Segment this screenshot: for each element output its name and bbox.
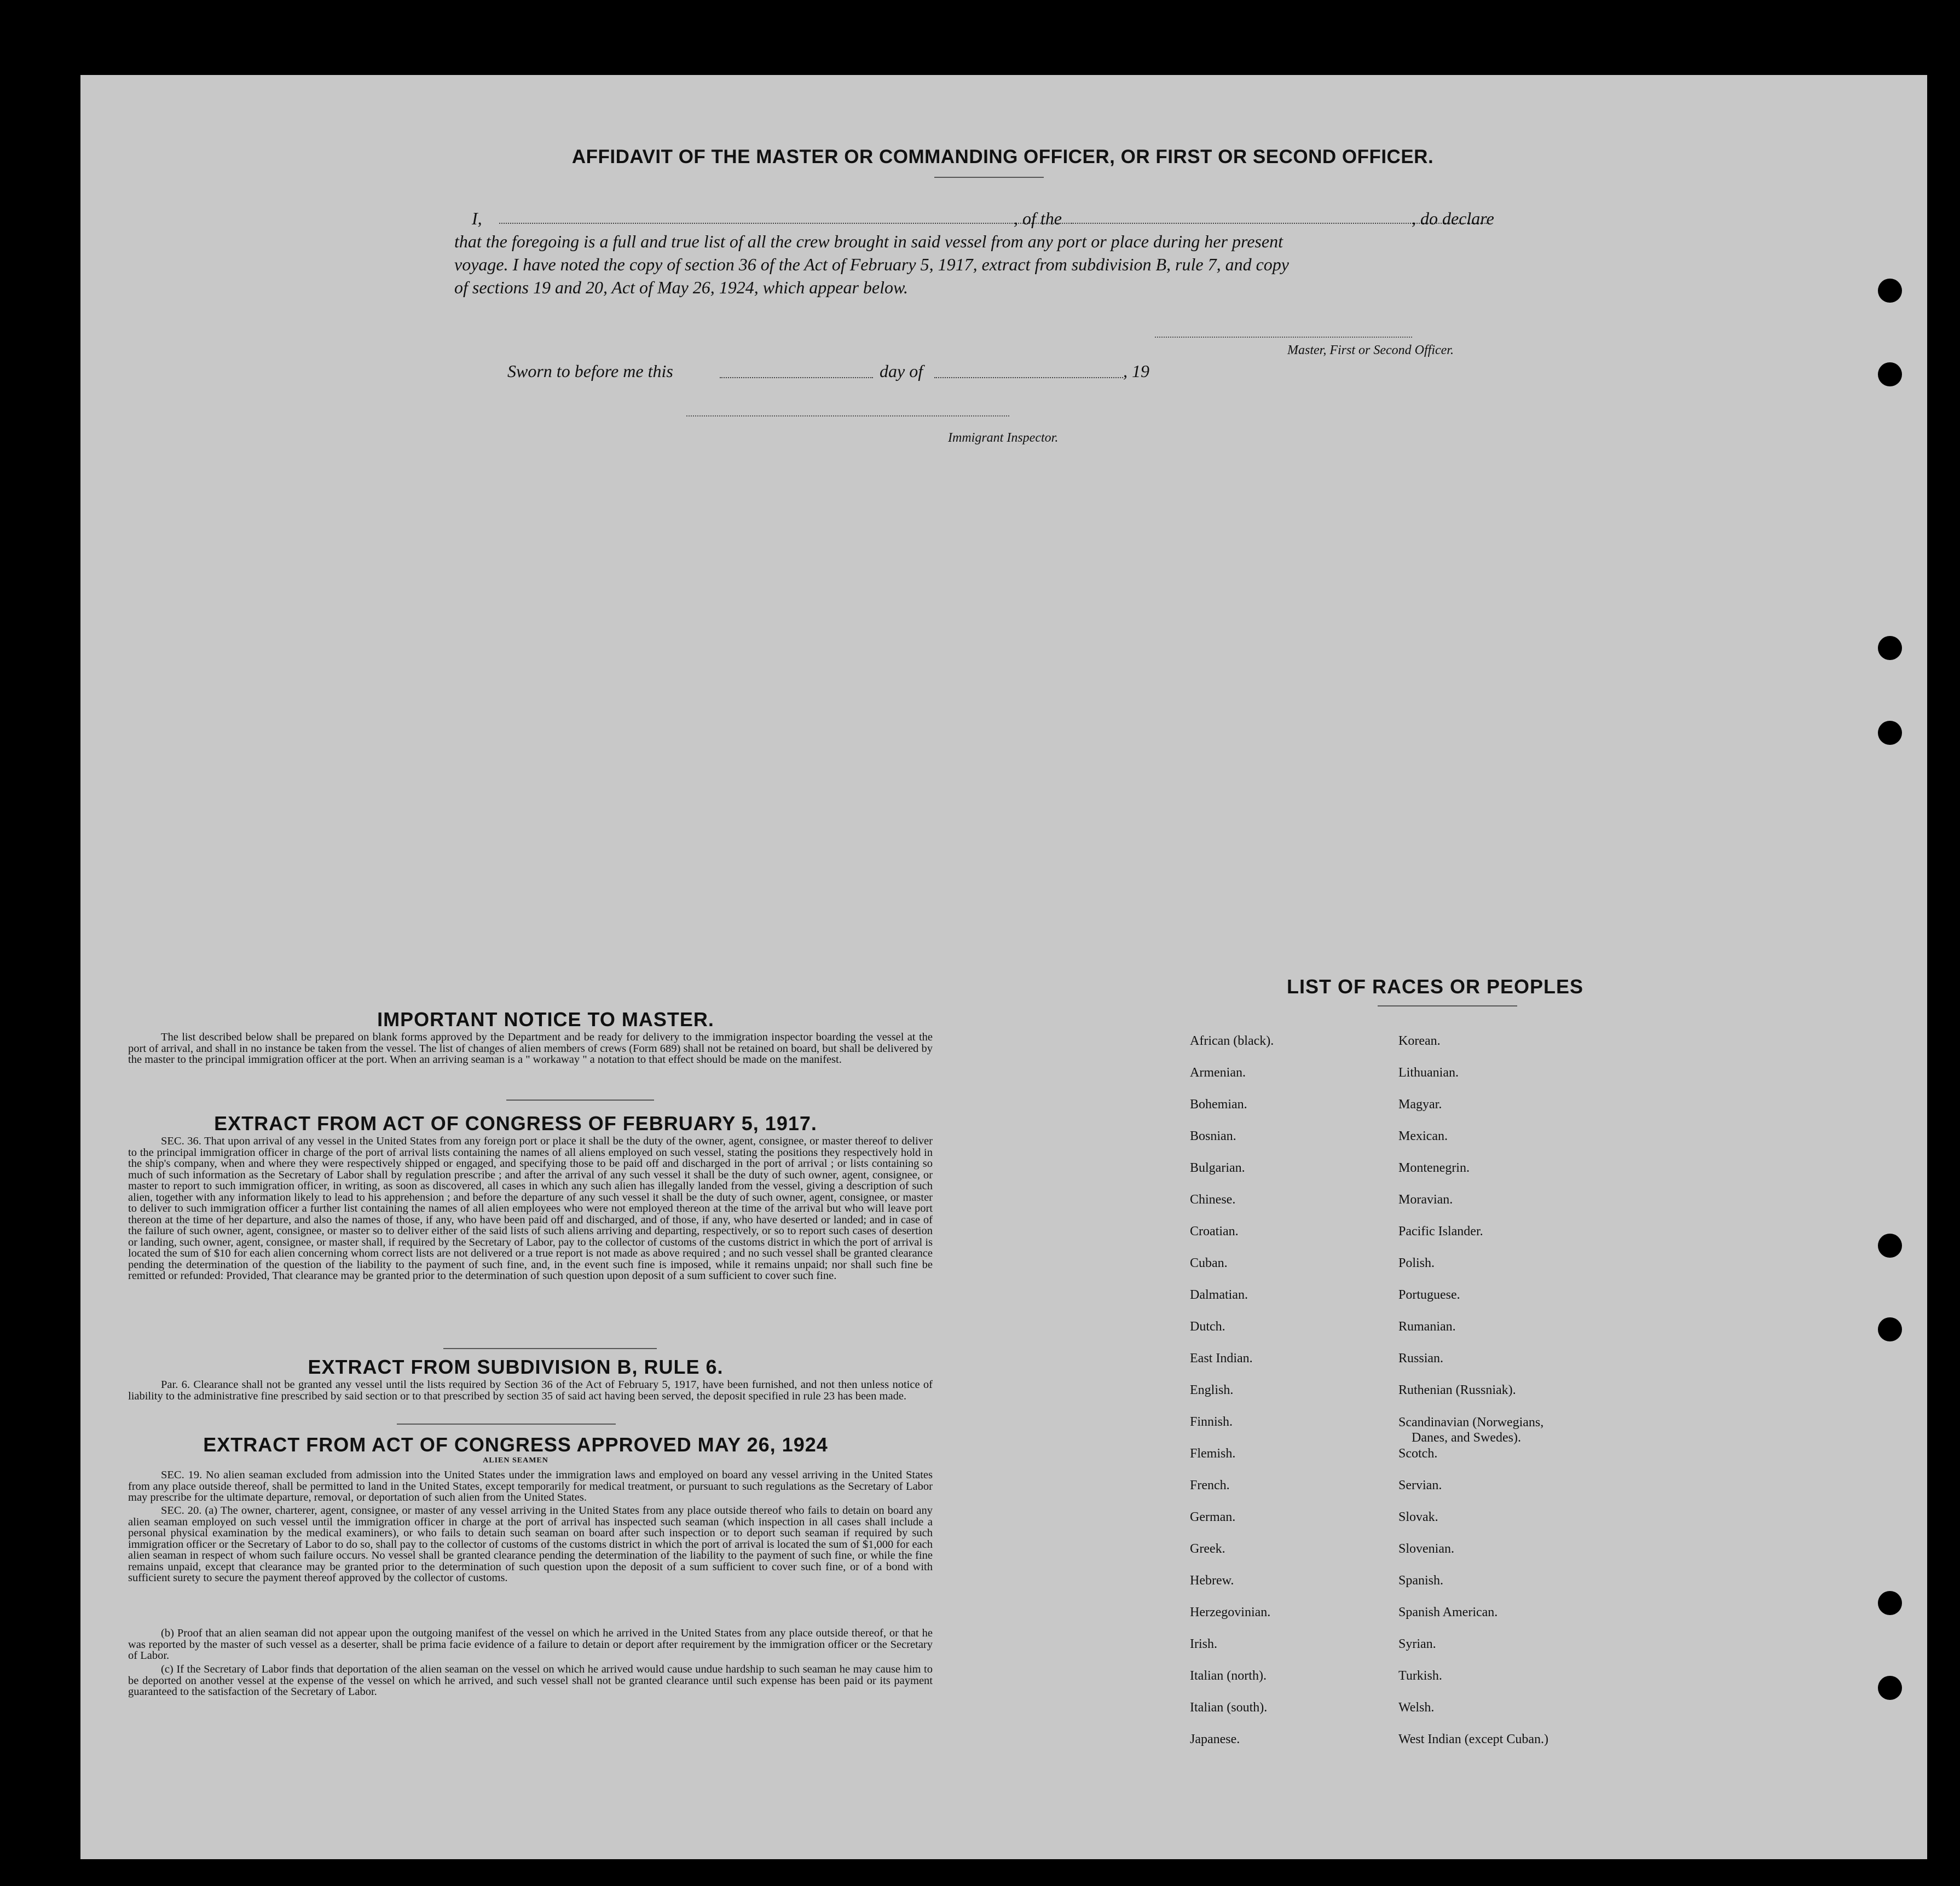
month-blank: [934, 377, 1123, 378]
race-item: Bulgarian.: [1190, 1161, 1245, 1175]
punch-hole: [1878, 1317, 1902, 1341]
races-title: LIST OF RACES OR PEOPLES: [1286, 975, 1584, 998]
race-item: Slovenian.: [1398, 1542, 1454, 1556]
rule6-body: Par. 6. Clearance shall not be granted any vessel until the lists required by Section 36 of the Act of February 5, 1917, have been furnished, and not then unless notice of liability to the administrative fine prescribed by said section or to that prescribed by section 35 of said act having been served, the deposit specified in rule 23 has been made.: [128, 1379, 933, 1402]
affidavit-line-2: that the foregoing is a full and true list of all the crew brought in said vessel from any port or place during her present: [454, 232, 1283, 251]
signature-line: [1155, 337, 1412, 338]
extract-1924-title: EXTRACT FROM ACT OF CONGRESS APPROVED MAY 26, 1924: [203, 1433, 828, 1456]
affidavit-declare: , do declare: [1412, 209, 1494, 228]
inspector-caption: Immigrant Inspector.: [948, 431, 1059, 445]
extract-1917-title: EXTRACT FROM ACT OF CONGRESS OF FEBRUARY 5, 1917.: [214, 1112, 817, 1135]
race-item: Finnish.: [1190, 1415, 1233, 1429]
race-item: French.: [1190, 1478, 1230, 1492]
divider: [397, 1424, 616, 1425]
alien-seamen-subtitle: ALIEN SEAMEN: [483, 1456, 548, 1465]
sec19-body: SEC. 19. No alien seaman excluded from admission into the United States under the immigration laws and employed on board any vessel arriving in the United States from any place outside thereof, shall be permitted to land in the United States, except temporarily for medical treatment, or pursuant to such regulations as the Secretary of Labor may prescribe for the ultimate departure, removal, or deportation of such alien from the United States.: [128, 1469, 933, 1503]
race-item: Bosnian.: [1190, 1129, 1236, 1143]
race-item: Scandinavian (Norwegians, Danes, and Swedes).: [1398, 1415, 1544, 1445]
sworn-year: , 19: [1123, 361, 1149, 381]
race-item: Mexican.: [1398, 1129, 1448, 1143]
race-item: Slovak.: [1398, 1510, 1438, 1524]
sec20a-body: SEC. 20. (a) The owner, charterer, agent, consignee, or master of any vessel arriving in the United States from any place outside thereof who fails to detain on board any alien seaman employed on such vessel until the immigration officer in charge at the port of arrival has inspected such seaman (which inspection in all cases shall include a personal physical examination by the medical examiners), or who fails to detain such seaman on board after such inspection or to deport such seaman if required by such immigration officer or the Secretary of Labor to do so, shall pay to the collector of customs of the customs district in which the port of arrival is located the sum of $1,000 for each alien seaman in respect of whom such failure occurs. No vessel shall be granted clearance pending the determination of the liability to the payment of such fine, or while the fine remains unpaid, except that clearance may be granted prior to the determination of such question upon the deposit of a sum sufficient to cover such fine, or of a bond with sufficient surety to secure the payment thereof approved by the collector of customs.: [128, 1505, 933, 1584]
affidavit-line-4: of sections 19 and 20, Act of May 26, 1924, which appear below.: [454, 277, 908, 297]
race-item: Moravian.: [1398, 1193, 1453, 1207]
rule6-title: EXTRACT FROM SUBDIVISION B, RULE 6.: [308, 1356, 724, 1378]
race-item: East Indian.: [1190, 1351, 1253, 1366]
race-item: Pacific Islander.: [1398, 1224, 1483, 1239]
sec20c-body: (c) If the Secretary of Labor finds that deportation of the alien seaman on the vessel on which he arrived would cause undue hardship to such seaman he may cause him to be deported on another vessel at the expense of the vessel on which he arrived, and such vessel shall not be granted clearance until such expense has been paid or its payment guaranteed to the satisfaction of the Secretary of Labor.: [128, 1663, 933, 1698]
race-item: Scotch.: [1398, 1447, 1438, 1461]
race-item: Montenegrin.: [1398, 1161, 1470, 1175]
affidavit-i: I,: [472, 209, 482, 228]
race-item: Armenian.: [1190, 1066, 1246, 1080]
divider: [443, 1348, 657, 1349]
race-item: Turkish.: [1398, 1669, 1442, 1683]
inspector-line: [686, 415, 1009, 416]
race-item: Rumanian.: [1398, 1320, 1456, 1334]
race-item: Dutch.: [1190, 1320, 1225, 1334]
affidavit-of-the: , of the: [1014, 209, 1062, 228]
race-item: Welsh.: [1398, 1700, 1435, 1715]
race-item: English.: [1190, 1383, 1234, 1397]
race-item: Korean.: [1398, 1034, 1441, 1048]
race-item: Servian.: [1398, 1478, 1442, 1492]
race-item: African (black).: [1190, 1034, 1274, 1048]
race-item: Polish.: [1398, 1256, 1435, 1270]
race-item: Croatian.: [1190, 1224, 1239, 1239]
race-item: Magyar.: [1398, 1097, 1442, 1112]
race-item: Spanish.: [1398, 1573, 1444, 1588]
race-item: West Indian (except Cuban.): [1398, 1732, 1548, 1746]
punch-hole: [1878, 636, 1902, 660]
race-item: Japanese.: [1190, 1732, 1240, 1746]
race-item: Ruthenian (Russniak).: [1398, 1383, 1516, 1397]
race-item: Greek.: [1190, 1542, 1225, 1556]
notice-body: The list described below shall be prepared on blank forms approved by the Department and be ready for delivery to the immigration inspector boarding the vessel at the port of arrival, and shall in no instance be taken from the vessel. The list of changes of alien members of crews (Form 689) shall not be retained on board, but shall be delivered by the master to the principal immigration officer at the port. When an arriving seaman is a " workaway " a notation to that effect should be made on the manifest.: [128, 1031, 933, 1066]
punch-hole: [1878, 721, 1902, 745]
notice-title: IMPORTANT NOTICE TO MASTER.: [377, 1008, 714, 1031]
race-item: Herzegovinian.: [1190, 1605, 1271, 1619]
day-blank: [720, 377, 873, 378]
race-item: Spanish American.: [1398, 1605, 1498, 1619]
punch-hole: [1878, 1591, 1902, 1615]
signature-caption: Master, First or Second Officer.: [1287, 343, 1454, 357]
race-item: Irish.: [1190, 1637, 1217, 1651]
races-title-rule: [1378, 1005, 1517, 1006]
race-item: Italian (north).: [1190, 1669, 1267, 1683]
race-item: Russian.: [1398, 1351, 1444, 1366]
race-item: Bohemian.: [1190, 1097, 1247, 1112]
punch-hole: [1878, 1234, 1902, 1258]
race-item: Lithuanian.: [1398, 1066, 1459, 1080]
race-item: Hebrew.: [1190, 1573, 1234, 1588]
race-item: Italian (south).: [1190, 1700, 1268, 1715]
race-item: Syrian.: [1398, 1637, 1436, 1651]
sworn-day-of: day of: [880, 361, 923, 381]
affidavit-line-3: voyage. I have noted the copy of section 36 of the Act of February 5, 1917, extract from subdivision B, rule 7, and copy: [454, 254, 1289, 274]
race-item: Flemish.: [1190, 1447, 1236, 1461]
affidavit-title: AFFIDAVIT OF THE MASTER OR COMMANDING OFFICER, OR FIRST OR SECOND OFFICER.: [571, 146, 1434, 167]
race-item: Dalmatian.: [1190, 1288, 1248, 1302]
punch-hole: [1878, 1676, 1902, 1700]
punch-hole: [1878, 279, 1902, 303]
race-item: German.: [1190, 1510, 1236, 1524]
document-page: [80, 75, 1927, 1859]
race-item: Chinese.: [1190, 1193, 1236, 1207]
sec20b-body: (b) Proof that an alien seaman did not appear upon the outgoing manifest of the vessel on which he arrived in the United States from any place outside thereof, or that he was reported by the master of such vessel as a deserter, shall be prima facie evidence of a failure to detain or deport after requirement by the immigration officer or the Secretary of Labor.: [128, 1627, 933, 1662]
extract-1917-body: SEC. 36. That upon arrival of any vessel in the United States from any foreign port or place it shall be the duty of the owner, agent, consignee, or master thereof to deliver to the principal immigration officer in charge of the port of arrival lists containing the names of all aliens employed on such vessel, stating the positions they respectively hold in the ship's company, when and where they were respectively shipped or engaged, and specifying those to be paid off and discharged in the port of arrival ; or lists containing so much of such information as the Secretary of Labor shall by regulation prescribe ; and after the arrival of any such vessel it shall be the duty of such owner, agent, consignee, or master to report to such immigration officer, in writing, as soon as discovered, all cases in which any such alien has illegally landed from the vessel, giving a description of such alien, together with any information likely to lead to his apprehension ; and before the departure of any such vessel it shall be the duty of such owner, agent, consignee, or master to deliver to such immigration officer a further list containing the names of all alien employees who were not employed thereon at the time of the arrival but who will leave port thereon at the time of her departure, and also the names of those, if any, who have been paid off and discharged, and of those, if any, who have deserted or landed; and in case of the failure of such owner, agent, consignee, or master so to deliver either of the said lists of such aliens arriving and departing, respectively, or so to report such cases of desertion or landing, such owner, agent, consignee, or master shall, if required by the Secretary of Labor, pay to the collector of customs of the customs district in which the port of arrival is located the sum of $10 for each alien concerning whom correct lists are not delivered or a true report is not made as above required ; and no such vessel shall be granted clearance pending the determination of the question of the liability to the payment of such fine, and, in the event such fine is imposed, while it remains unpaid; nor shall such fine be remitted or refunded: Provided, That clearance may be granted prior to the determination of such question upon deposit of a sum sufficient to cover such fine.: [128, 1135, 933, 1282]
race-item: Portuguese.: [1398, 1288, 1460, 1302]
title-rule: [934, 177, 1044, 178]
divider: [506, 1100, 654, 1101]
punch-hole: [1878, 362, 1902, 386]
race-item: Cuban.: [1190, 1256, 1228, 1270]
sworn-prefix: Sworn to before me this: [507, 361, 673, 381]
